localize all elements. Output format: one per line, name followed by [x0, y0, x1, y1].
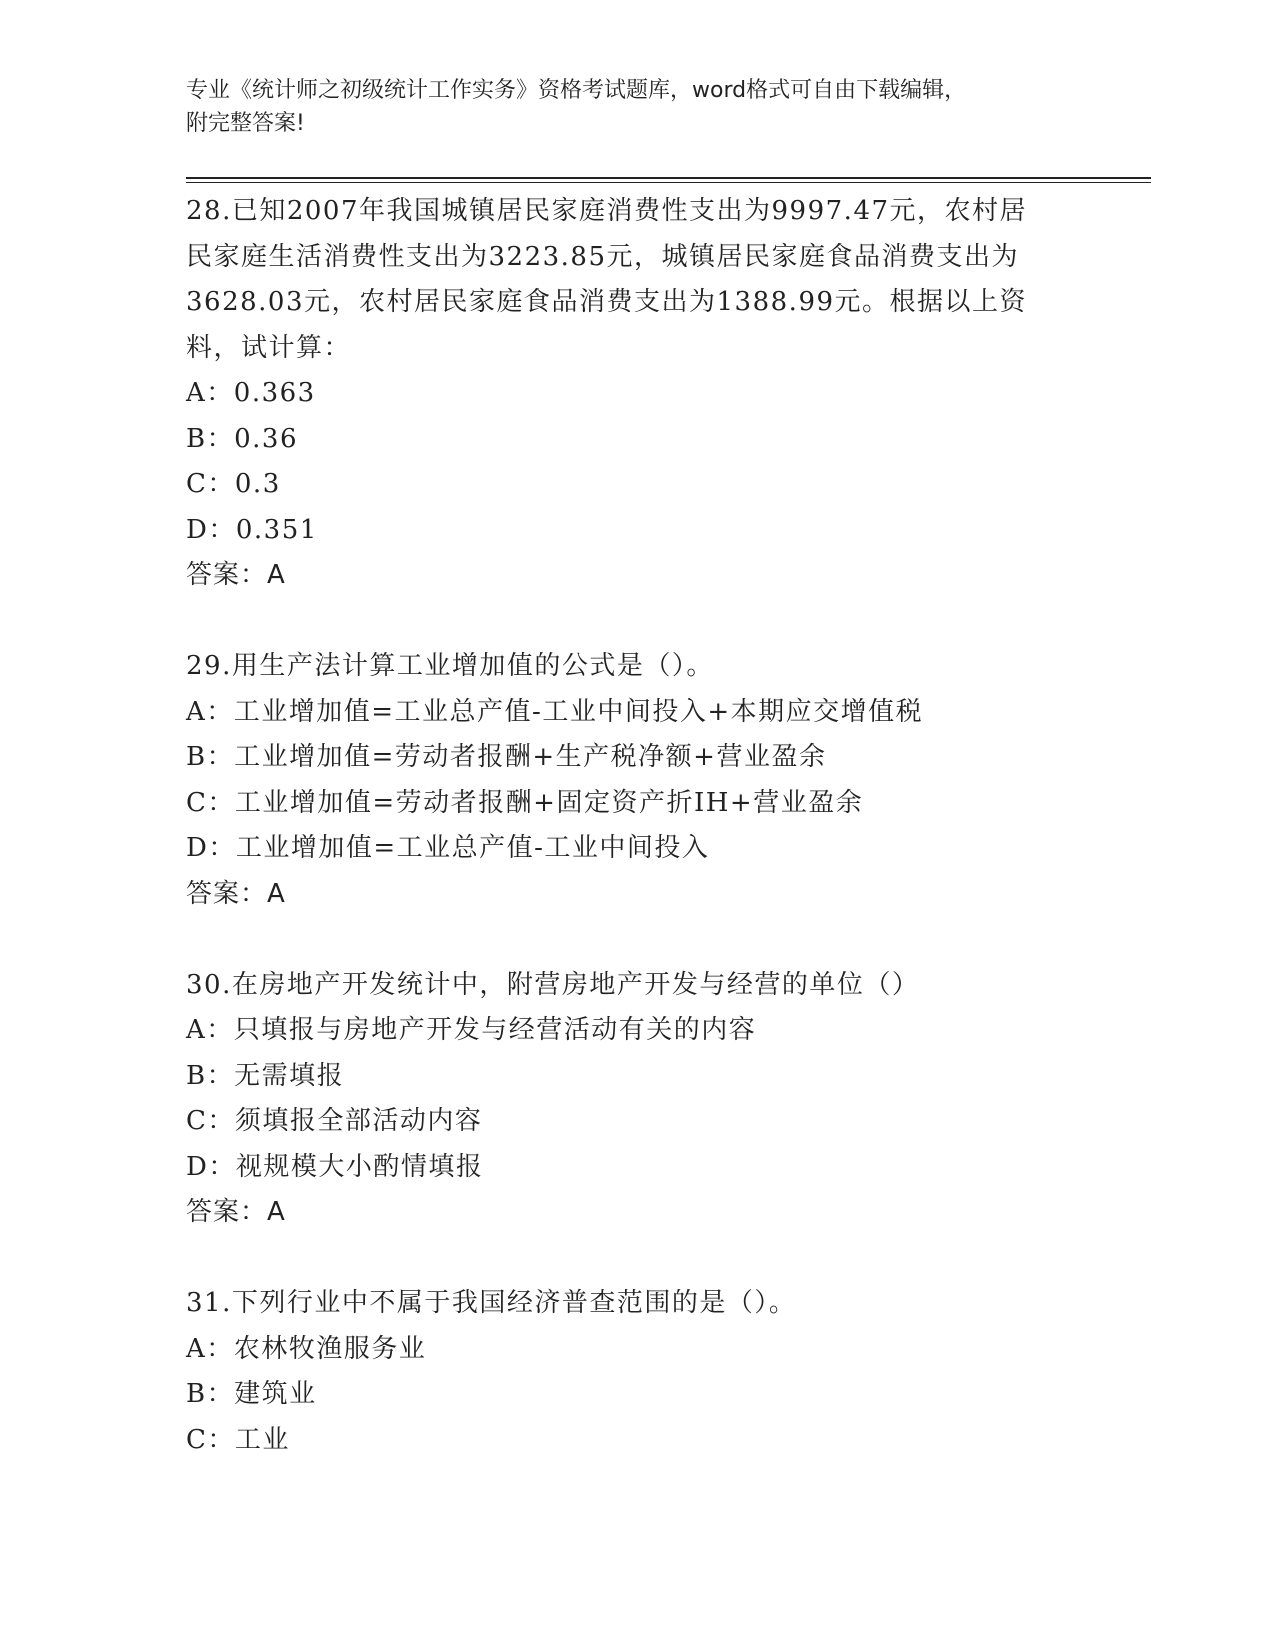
- question-stem-line: 31.下列行业中不属于我国经济普查范围的是（）。: [186, 1288, 797, 1318]
- question-stem-line: 29.用生产法计算工业增加值的公式是（）。: [186, 651, 714, 681]
- option-c: C：0.3: [186, 469, 281, 499]
- question-stem-line: 30.在房地产开发统计中，附营房地产开发与经营的单位（）: [186, 969, 920, 1000]
- question-list: [186, 189, 1086, 1509]
- answer-line: 答案：A: [186, 1197, 286, 1227]
- header-line: 专业《统计师之初级统计工作实务》资格考试题库，word格式可自由下载编辑，: [186, 78, 967, 103]
- option-d: D：视规模大小酌情填报: [186, 1151, 484, 1182]
- option-a: A：农林牧渔服务业: [186, 1333, 427, 1364]
- option-c: C：须填报全部活动内容: [186, 1106, 483, 1136]
- question-30: [186, 963, 1086, 1236]
- header-divider-thin: [186, 182, 1151, 183]
- question-31: [186, 1281, 1086, 1463]
- answer-line: 答案：A: [186, 878, 286, 909]
- option-b: B：建筑业: [186, 1379, 317, 1409]
- question-stem-line: 料，试计算：: [186, 332, 352, 363]
- document-header: [186, 74, 1066, 140]
- question-stem-line: 28.已知2007年我国城镇居民家庭消费性支出为9997.47元，农村居: [186, 196, 1028, 226]
- question-stem-line: 3628.03元，农村居民家庭食品消费支出为1388.99元。根据以上资: [186, 287, 1028, 317]
- option-d: D：工业增加值=工业总产值-工业中间投入: [186, 833, 710, 863]
- option-d: D：0.351: [186, 514, 318, 545]
- option-b: B：0.36: [186, 423, 298, 454]
- question-29: [186, 644, 1086, 917]
- question-28: [186, 189, 1086, 599]
- header-line: 附完整答案!: [186, 111, 305, 136]
- answer-line: 答案：A: [186, 560, 286, 590]
- option-b: B：无需填报: [186, 1060, 345, 1091]
- question-stem-line: 民家庭生活消费性支出为3223.85元，城镇居民家庭食品消费支出为: [186, 241, 1020, 272]
- option-a: A：0.363: [186, 378, 316, 408]
- option-a: A：工业增加值=工业总产值-工业中间投入+本期应交增值税: [186, 696, 924, 727]
- header-divider: [186, 177, 1151, 179]
- option-c: C：工业增加值=劳动者报酬+固定资产折IH+营业盈余: [186, 787, 864, 818]
- option-b: B：工业增加值=劳动者报酬+生产税净额+营业盈余: [186, 742, 827, 772]
- option-a: A：只填报与房地产开发与经营活动有关的内容: [186, 1015, 757, 1045]
- option-c: C：工业: [186, 1424, 290, 1455]
